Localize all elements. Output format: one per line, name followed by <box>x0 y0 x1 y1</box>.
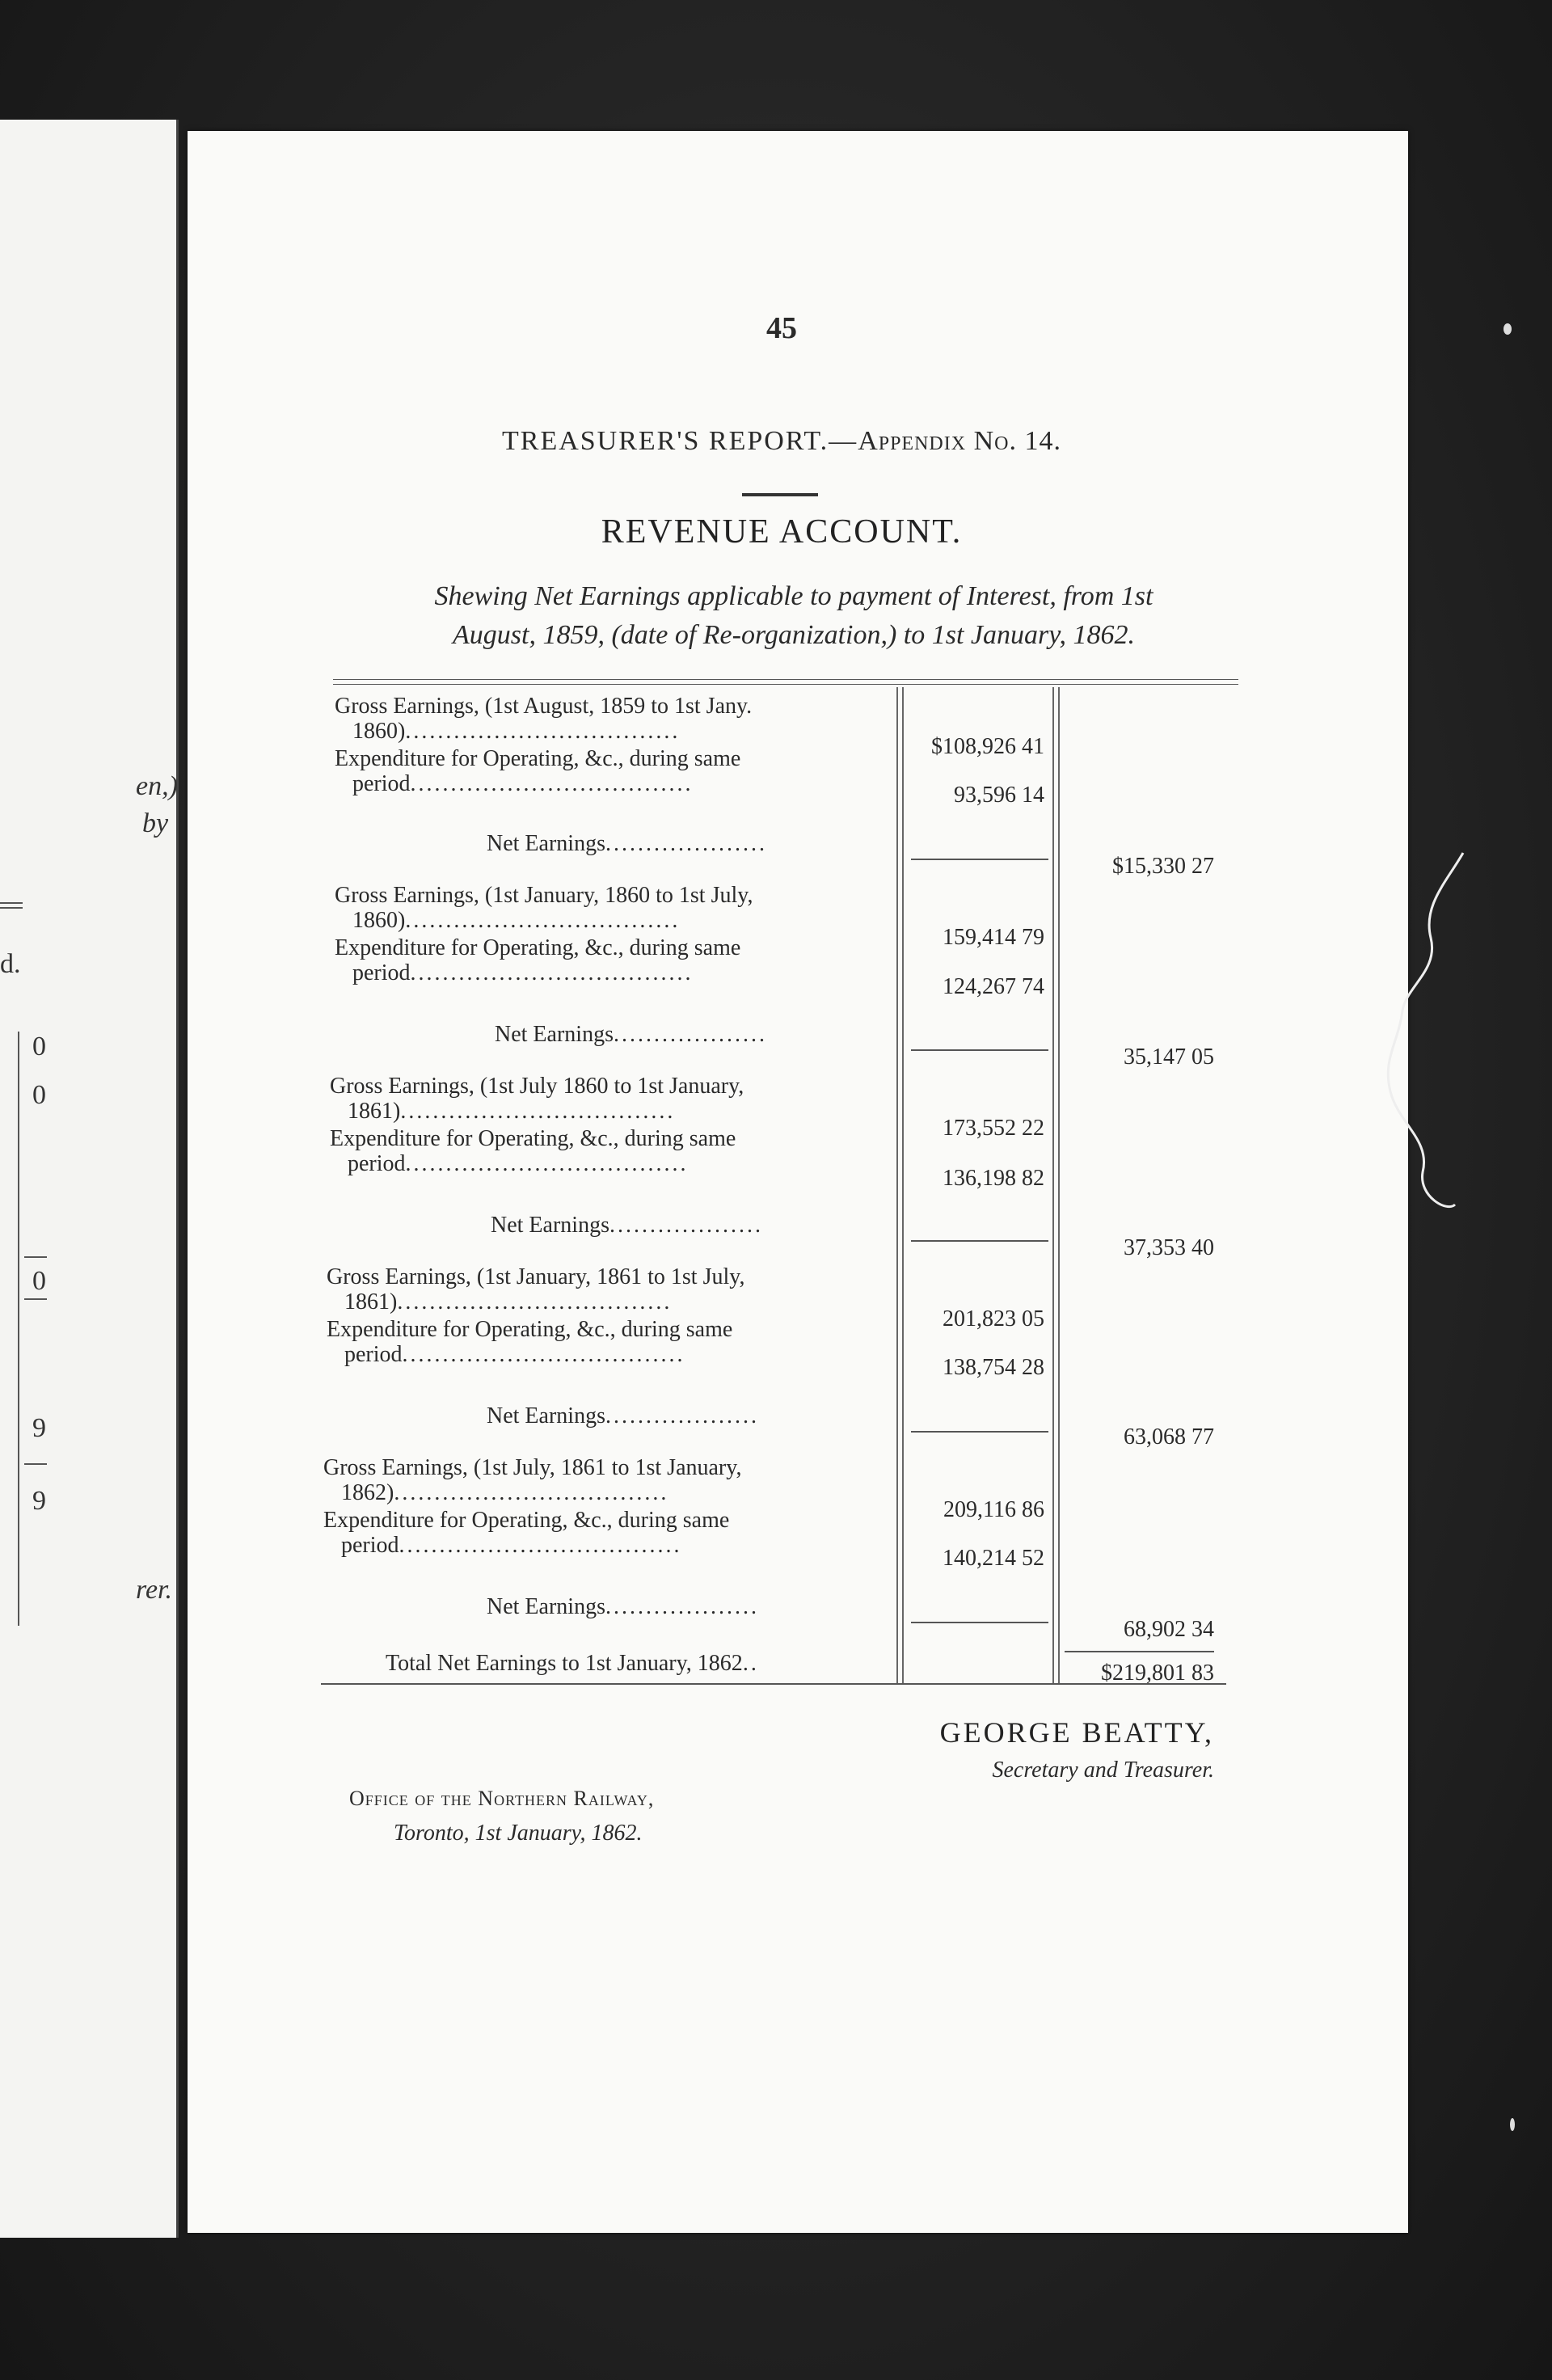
gross-earnings-label: Gross Earnings, (1st July, 1861 to 1st January, <box>323 1455 742 1480</box>
left-page-fragment: 0 <box>32 1080 46 1110</box>
page-number: 45 <box>766 311 797 345</box>
table-bottom-rule <box>321 1683 1226 1685</box>
table-top-rule <box>333 679 1238 680</box>
total-amount: $219,801 83 <box>1101 1661 1214 1686</box>
left-page-rule <box>24 1463 47 1465</box>
gross-earnings-label-cont: 1860).................................. <box>352 908 681 933</box>
net-earnings-amount: 63,068 77 <box>1124 1424 1214 1450</box>
gross-earnings-label-cont: 1862).................................. <box>341 1480 669 1505</box>
expenditure-label: Expenditure for Operating, &c., during same <box>327 1317 733 1342</box>
gross-earnings-label: Gross Earnings, (1st July 1860 to 1st January, <box>330 1074 744 1099</box>
left-page-fragment: 9 <box>32 1413 46 1443</box>
expenditure-label: Expenditure for Operating, &c., during same <box>335 746 741 771</box>
net-earnings-label: Net Earnings................... <box>487 1594 759 1619</box>
subtotal-rule <box>911 1622 1048 1623</box>
expenditure-label-cont: period................................... <box>352 960 694 985</box>
left-page-fragment: 0 <box>32 1266 46 1296</box>
expenditure-label: Expenditure for Operating, &c., during same <box>330 1126 736 1151</box>
expenditure-amount: 136,198 82 <box>943 1166 1044 1191</box>
net-earnings-amount: 68,902 34 <box>1124 1617 1214 1642</box>
expenditure-label: Expenditure for Operating, &c., during same <box>323 1508 730 1533</box>
gross-earnings-amount: 209,116 86 <box>943 1497 1044 1522</box>
expenditure-amount: 124,267 74 <box>943 974 1044 999</box>
expenditure-amount: 93,596 14 <box>954 783 1044 808</box>
net-earnings-label: Net Earnings................... <box>491 1213 763 1238</box>
expenditure-label-cont: period................................... <box>344 1342 685 1367</box>
gross-earnings-label: Gross Earnings, (1st January, 1860 to 1st July, <box>335 883 753 908</box>
gross-earnings-amount: $108,926 41 <box>931 734 1044 759</box>
left-facing-page <box>0 120 179 2238</box>
expenditure-amount: 138,754 28 <box>943 1355 1044 1380</box>
left-page-rule <box>24 1298 47 1300</box>
signer-title: Secretary and Treasurer. <box>992 1758 1214 1783</box>
signer-name: GEORGE BEATTY, <box>939 1716 1214 1749</box>
title-rule <box>742 493 818 496</box>
table-top-rule <box>333 684 1238 685</box>
report-title <box>188 426 1376 457</box>
office-line: Office of the Northern Railway, <box>349 1787 655 1810</box>
column-divider <box>1058 687 1060 1683</box>
expenditure-label-cont: period................................... <box>348 1151 689 1176</box>
net-earnings-amount: $15,330 27 <box>1112 854 1214 879</box>
gross-earnings-label-cont: 1860).................................. <box>352 719 681 744</box>
gross-earnings-label: Gross Earnings, (1st August, 1859 to 1st Jany. <box>335 694 753 719</box>
left-page-rule <box>0 902 23 904</box>
left-page-fragment: d. <box>0 949 21 979</box>
dust-speck <box>1504 323 1512 335</box>
office-date: Toronto, 1st January, 1862. <box>394 1821 643 1846</box>
net-earnings-amount: 35,147 05 <box>1124 1044 1214 1070</box>
dust-speck <box>1510 2118 1515 2131</box>
subtotal-rule <box>911 1049 1048 1051</box>
report-appendix: Appendix No. 14. <box>858 426 1061 456</box>
thread-artifact <box>1374 849 1487 1237</box>
subtitle <box>333 577 1255 655</box>
column-divider <box>896 687 898 1683</box>
left-page-column-line <box>18 1032 19 1626</box>
subtotal-rule <box>911 1431 1048 1433</box>
left-page-fragment: by <box>142 808 169 838</box>
net-earnings-label: Net Earnings................... <box>495 1022 767 1047</box>
gross-earnings-amount: 173,552 22 <box>943 1116 1044 1141</box>
document-page <box>188 131 1408 2233</box>
left-page-rule <box>0 907 23 909</box>
column-divider <box>1052 687 1054 1683</box>
account-title: REVENUE ACCOUNT. <box>601 513 963 551</box>
gross-earnings-label: Gross Earnings, (1st January, 1861 to 1st July, <box>327 1264 745 1289</box>
left-page-fragment: rer. <box>136 1575 173 1605</box>
subtitle-line: August, 1859, (date of Re-organization,) to 1st January, 1862. <box>453 620 1135 650</box>
net-earnings-label: Net Earnings.................... <box>487 831 767 856</box>
column-divider <box>902 687 904 1683</box>
expenditure-label: Expenditure for Operating, &c., during same <box>335 935 741 960</box>
total-label: Total Net Earnings to 1st January, 1862.. <box>386 1651 759 1676</box>
expenditure-label-cont: period................................... <box>352 771 694 796</box>
gross-earnings-amount: 201,823 05 <box>943 1306 1044 1331</box>
left-page-fragment: 0 <box>32 1032 46 1061</box>
left-page-rule <box>24 1256 47 1258</box>
left-page-fragment: en,) <box>136 771 178 801</box>
gross-earnings-amount: 159,414 79 <box>943 925 1044 950</box>
expenditure-amount: 140,214 52 <box>943 1546 1044 1571</box>
report-title-main: TREASURER'S REPORT.— <box>502 426 858 456</box>
net-earnings-label: Net Earnings................... <box>487 1403 759 1428</box>
subtitle-line: Shewing Net Earnings applicable to payment of Interest, from 1st <box>434 581 1153 611</box>
gross-earnings-label-cont: 1861).................................. <box>344 1289 673 1314</box>
left-page-fragment: 9 <box>32 1486 46 1516</box>
gross-earnings-label-cont: 1861).................................. <box>348 1099 676 1124</box>
subtotal-rule <box>911 859 1048 860</box>
net-earnings-amount: 37,353 40 <box>1124 1235 1214 1260</box>
subtotal-rule <box>911 1240 1048 1242</box>
expenditure-label-cont: period................................... <box>341 1533 682 1558</box>
total-rule <box>1065 1651 1214 1652</box>
